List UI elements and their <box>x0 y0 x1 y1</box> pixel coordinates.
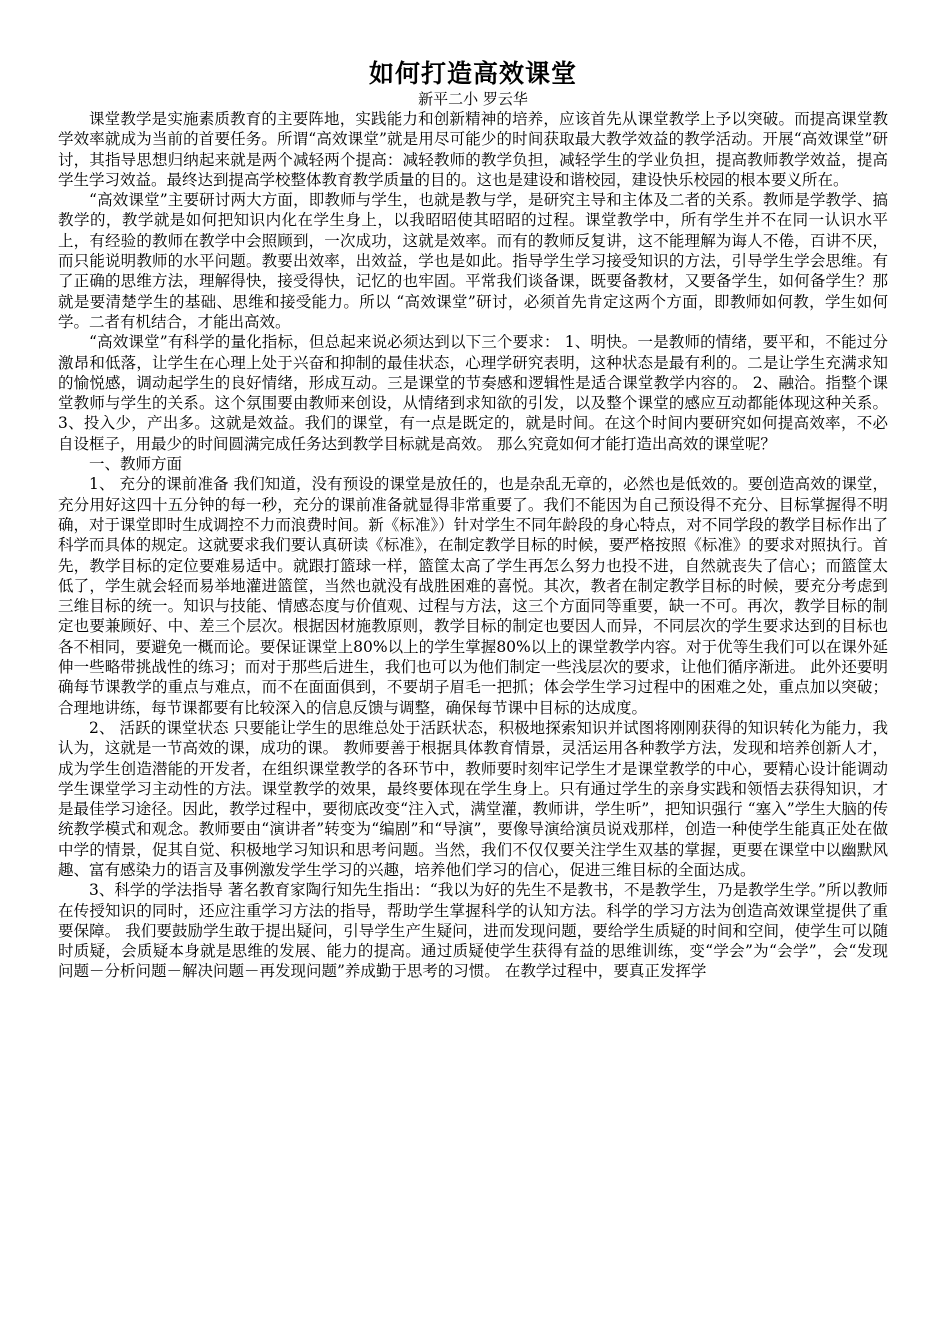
document-title: 如何打造高效课堂 <box>368 59 577 88</box>
list-item: 2、 活跃的课堂状态 只要能让学生的思维总处于活跃状态，积极地探索知识并试图将刚刚获得的知识转化为能力，我认为，这就是一节高效的课，成功的课。 教师要善于根据具体教育情景，灵活运用各种教学方法，发现和培养创新人才，成为学生创造潜能的开发者，在组织课堂教学的各环节中，教师要时刻牢记学生才是课堂教学的中心，要精心设计能调动学生课堂学习主动性的方法。课堂教学的效果，最终要体现在学生身上。只有通过学生的亲身实践和领悟去获得知识，才是最佳学习途径。因此，教学过程中，要彻底改变“注入式，满堂灌，教师讲，学生听”，把知识强行 “塞入”学生大脑的传统教学模式和观念。教师要由“演讲者”转变为“编剧”和“导演”，要像导演给演员说戏那样，创造一种使学生能真正处在做中学的情景，促其自觉、积极地学习知识和思考问题。当然，我们不仅仅要关注学生双基的掌握，更要在课堂中以幽默风趣、富有感染力的语言及事例激发学生学习的兴趣，培养他们学习的信心，促进三维目标的全面达成。 <box>58 718 888 879</box>
list-item: 1、 充分的课前准备 我们知道，没有预设的课堂是放任的，也是杂乱无章的，必然也是低效的。要创造高效的课堂，充分用好这四十五分钟的每一秒，充分的课前准备就显得非常重要了。我们不能因为自己预设得不充分、目标掌握得不明确，对于课堂即时生成调控不力而浪费时间。新《标准》）针对学生不同年龄段的身心特点，对不同学段的教学目标作出了科学而具体的规定。这就要求我们要认真研读《标准》，在制定教学目标的时候，要严格按照《标准》的要求对照执行。首先，教学目标的定位要难易适中。就跟打篮球一样，篮筐太高了学生再怎么努力也投不进，自然就丧失了信心；而篮筐太低了，学生就会轻而易举地灌进篮筐，当然也就没有战胜困难的喜悦。其次，教者在制定教学目标的时候，要充分考虑到三维目标的统一。知识与技能、情感态度与价值观、过程与方法，这三个方面同等重要，缺一不可。再次，教学目标的制定也要兼顾好、中、差三个层次。根据因材施教原则，教学目标的制定也要因人而异，不同层次的学生要求达到的目标也各不相同，要避免一概而论。要保证课堂上80%以上的学生掌握80%以上的课堂教学内容。对于优等生我们可以在课外延伸一些略带挑战性的练习；而对于那些后进生，我们也可以为他们制定一些浅层次的要求，让他们循序渐进。 此外还要明确每节课教学的重点与难点，而不在面面俱到，不要胡子眉毛一把抓；体会学生学习过程中的困难之处，重点加以突破；合理地讲练，每节课都要有比较深入的信息反馈与调整，确保每节课中目标的达成度。 <box>58 475 888 717</box>
document-author: 新平二小 罗云华 <box>418 90 528 108</box>
document-page <box>58 58 888 982</box>
body-paragraph: “高效课堂”主要研讨两大方面，即教师与学生，也就是教与学，是研究主导和主体及二者的关系。教师是学教学、搞教学的，教学就是如何把知识内化在学生身上，以我昭昭使其昭昭的过程。课堂教学中，所有学生并不在同一认识水平上，有经验的教师在教学中会照顾到，一次成功，这就是效率。而有的教师反复讲，这不能理解为诲人不倦，百讲不厌，而只能说明教师的水平问题。教要出效率，出效益，学也是如此。指导学生学习接受知识的方法，引导学生学会思维。有了正确的思维方法，理解得快，接受得快，记忆的也牢固。平常我们谈备课，既要备教材，又要备学生，如何备学生？那就是要清楚学生的基础、思维和接受能力。所以 “高效课堂”研讨，必须首先肯定这两个方面，即教师如何教，学生如何学。二者有机结合，才能出高效。 <box>58 191 888 331</box>
list-item: 3、科学的学法指导 著名教育家陶行知先生指出：“我以为好的先生不是教书，不是教学生，乃是教学生学。”所以教师在传授知识的同时，还应注重学习方法的指导，帮助学生掌握科学的认知方法。科学的学习方法为创造高效课堂提供了重要保障。 我们要鼓励学生敢于提出疑问，引导学生产生疑问，进而发现问题，要给学生质疑的时间和空间，使学生可以随时质疑，会质疑本身就是思维的发展、能力的提高。通过质疑使学生获得有益的思维训练，变“学会”为“会学”，会“发现问题－分析问题－解决问题－再发现问题”养成勤于思考的习惯。 在教学过程中，要真正发挥学 <box>58 881 888 981</box>
section-heading: 一、教师方面 <box>89 455 183 474</box>
body-paragraph: “高效课堂”有科学的量化指标，但总起来说必须达到以下三个要求： 1、明快。一是教师的情绪，要平和，不能过分激昂和低落，让学生在心理上处于兴奋和抑制的最佳状态，心理学研究表明，这种状态是最有利的。二是让学生充满求知的愉悦感，调动起学生的良好情绪，形成互动。三是课堂的节奏感和逻辑性是适合课堂教学内容的。 2、融洽。指整个课堂教师与学生的关系。这个氛围要由教师来创设，从情绪到求知欲的引发，以及整个课堂的感应互动都能体现这种关系。 3、投入少，产出多。这就是效益。我们的课堂，有一点是既定的，就是时间。在这个时间内要研究如何提高效率，不必自设框子，用最少的时间圆满完成任务达到教学目标就是高效。 那么究竟如何才能打造出高效的课堂呢？ <box>58 333 888 453</box>
body-paragraph: 课堂教学是实施素质教育的主要阵地，实践能力和创新精神的培养，应该首先从课堂教学上予以突破。而提高课堂教学效率就成为当前的首要任务。所谓“高效课堂”就是用尽可能少的时间获取最大教学效益的教学活动。开展“高效课堂”研讨，其指导思想归纳起来就是两个减轻两个提高：减轻教师的教学负担，减轻学生的学业负担，提高教师教学效益，提高学生学习效益。最终达到提高学校整体教育教学质量的目的。这也是建设和谐校园，建设快乐校园的根本要义所在。 <box>58 110 888 189</box>
